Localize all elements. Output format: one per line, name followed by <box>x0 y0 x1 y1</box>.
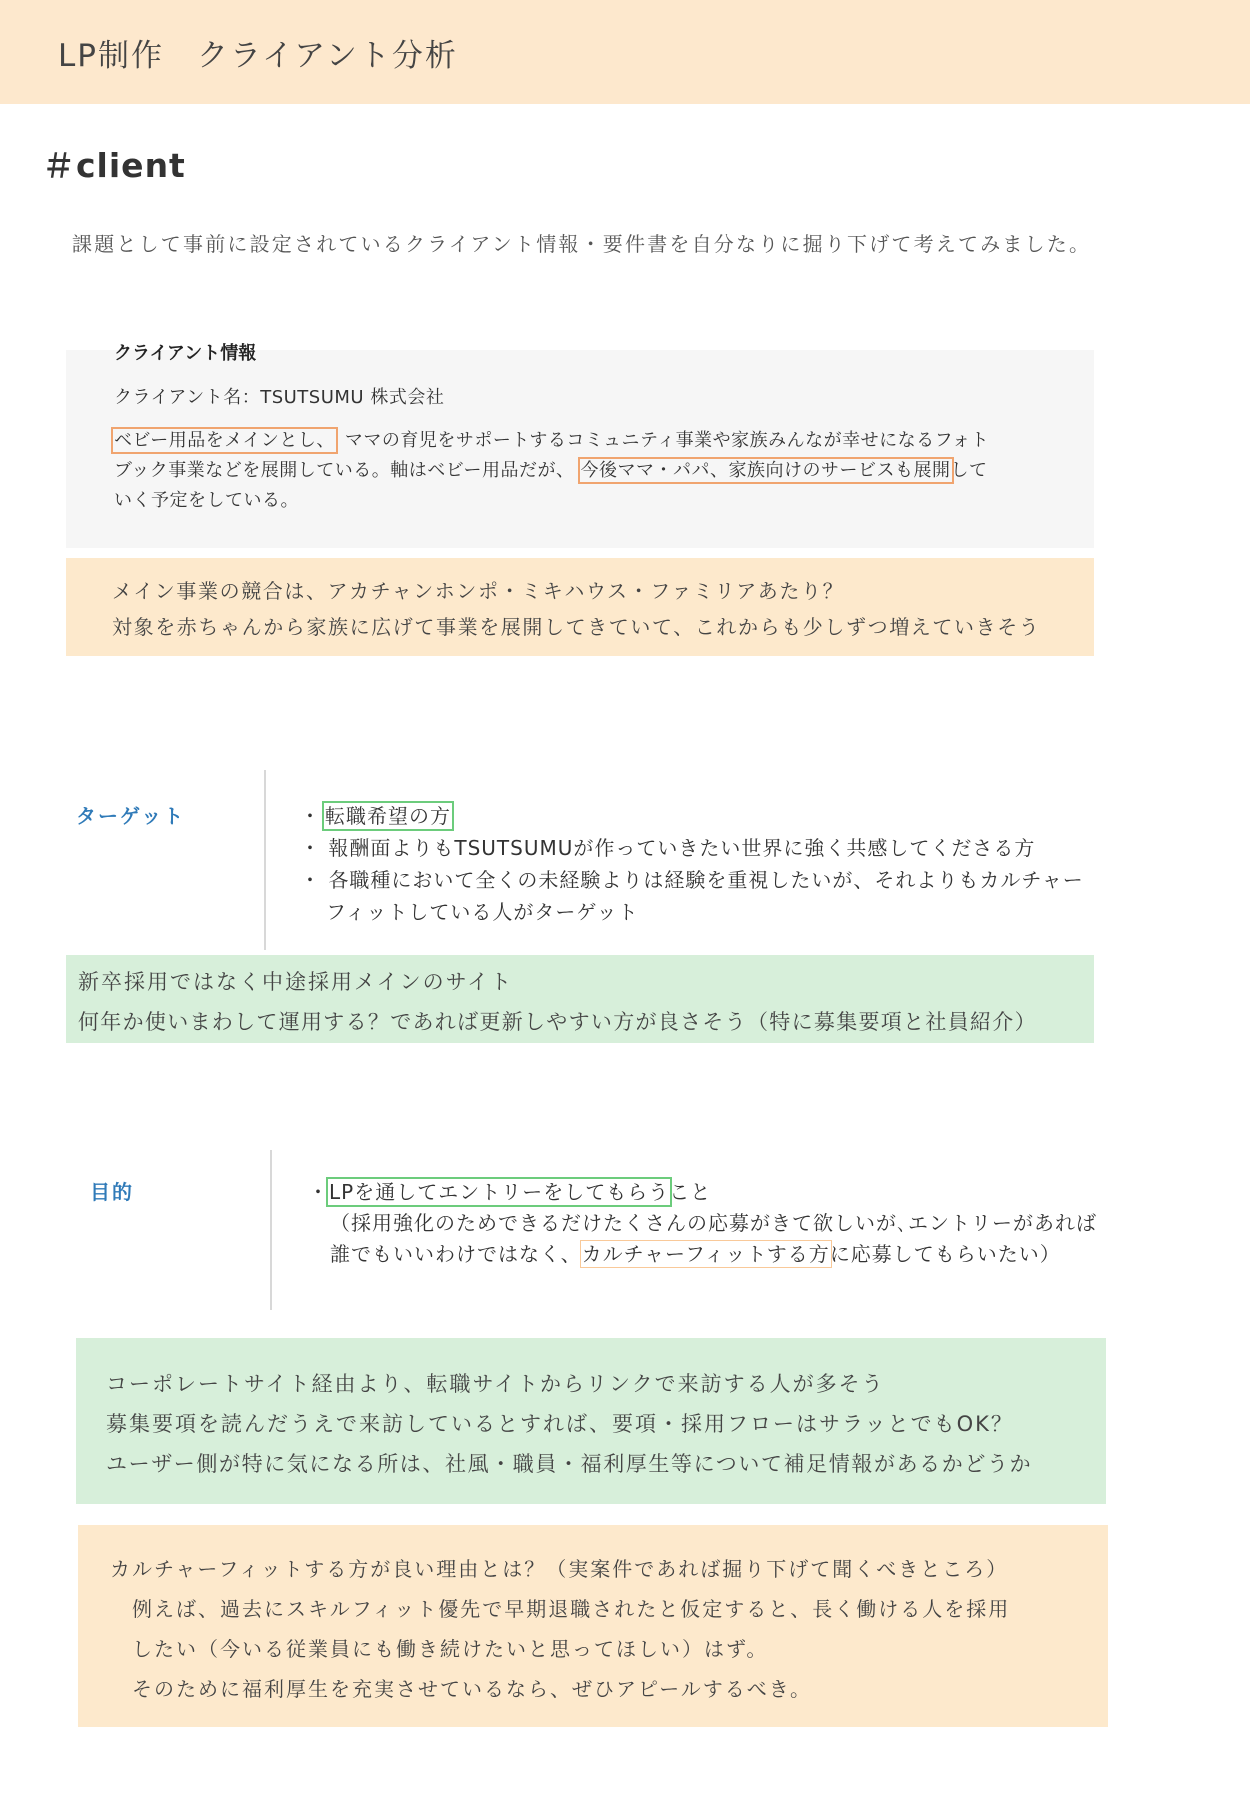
client-info-heading: クライアント情報 <box>114 343 257 364</box>
highlight-entry: LPを通してエントリーをしてもらう <box>329 1180 670 1204</box>
purpose-bullet <box>308 1176 711 1205</box>
target-divider <box>264 770 266 950</box>
highlight-culture-fit: カルチャーフィットする方 <box>581 1242 830 1266</box>
note-visitors-line-3: ユーザー側が特に気になる所は、社風・職員・福利厚生等について補足情報があるかどうか <box>106 1452 1033 1476</box>
purpose-text: こと <box>669 1180 712 1204</box>
highlight-job-seekers: 転職希望の方 <box>325 804 451 828</box>
target-bullet-1 <box>300 800 451 829</box>
highlight-family-services: 今後ママ・パパ、家族向けのサービスも展開 <box>580 460 951 481</box>
target-bullet-3-cont: フィットしている人がターゲット <box>326 900 639 924</box>
note-midcareer-line-2: 何年か使いまわして運用する？であれば更新しやすい方が良さそう（特に募集要項と社員紹介） <box>78 1010 1037 1034</box>
client-desc-text: して <box>950 460 988 481</box>
target-label: ターゲット <box>76 804 186 828</box>
header-bar <box>0 0 1250 104</box>
highlight-baby-goods: ベビー用品をメインとし、 <box>114 430 335 451</box>
note-competitors-line-1: メイン事業の競合は、アカチャンホンポ・ミキハウス・ファミリアあたり？ <box>112 579 845 603</box>
note-competitors <box>66 558 1094 656</box>
page-title: LP制作 クライアント分析 <box>58 38 458 74</box>
target-bullet-3: ・ 各職種において全くの未経験よりは経験を重視したいが、それよりもカルチャー <box>300 868 1084 892</box>
note-midcareer-line-1: 新卒採用ではなく中途採用メインのサイト <box>78 970 514 994</box>
purpose-text: に応募してもらいたい） <box>829 1242 1061 1266</box>
client-desc-line-2 <box>114 456 988 482</box>
note-visitors-line-2: 募集要項を読んだうえで来訪しているとすれば、要項・採用フローはサラッとでもOK？ <box>106 1412 1014 1436</box>
client-desc-text: ブック事業などを展開している。軸はベビー用品だが、 <box>114 460 575 481</box>
client-desc-line-1 <box>114 426 989 452</box>
bullet-dot: ・ <box>300 804 321 828</box>
bullet-dot: ・ <box>308 1180 329 1204</box>
note-reason-line-2: 例えば、過去にスキルフィット優先で早期退職されたと仮定すると、長く働ける人を採用 <box>132 1597 1011 1621</box>
note-competitors-line-2: 対象を赤ちゃんから家族に広げて事業を展開してきていて、これからも少しずつ増えていきそう <box>112 615 1041 639</box>
target-bullet-2: ・ 報酬面よりもTSUTSUMUが作っていきたい世界に強く共感してくださる方 <box>300 836 1036 860</box>
purpose-label: 目的 <box>90 1180 134 1204</box>
note-reason-line-4: そのために福利厚生を充実させているなら、ぜひアピールするべき。 <box>132 1677 812 1701</box>
intro-text: 課題として事前に設定されているクライアント情報・要件書を自分なりに掘り下げて考えてみました。 <box>72 232 1092 256</box>
purpose-divider <box>270 1150 272 1310</box>
section-heading: ＃client <box>42 146 186 185</box>
note-visitors-line-1: コーポレートサイト経由より、転職サイトからリンクで来訪する人が多そう <box>106 1372 885 1396</box>
note-reason-line-3: したい（今いる従業員にも働き続けたいと思ってほしい）はず。 <box>132 1637 769 1661</box>
purpose-line-3 <box>330 1238 1061 1267</box>
note-reason-line-1: カルチャーフィットする方が良い理由とは？（実案件であれば掘り下げて聞くべきところ） <box>110 1557 1009 1581</box>
purpose-line-2: （採用強化のためできるだけたくさんの応募がきて欲しいが､エントリーがあれば <box>330 1211 1097 1235</box>
purpose-text: 誰でもいいわけではなく、 <box>330 1242 582 1266</box>
client-name: クライアント名：TSUTSUMU 株式会社 <box>114 387 445 408</box>
client-desc-text: ママの育児をサポートするコミュニティ事業や家族みんなが幸せになるフォト <box>344 430 990 451</box>
client-desc-line-3: いく予定をしている。 <box>114 490 299 511</box>
